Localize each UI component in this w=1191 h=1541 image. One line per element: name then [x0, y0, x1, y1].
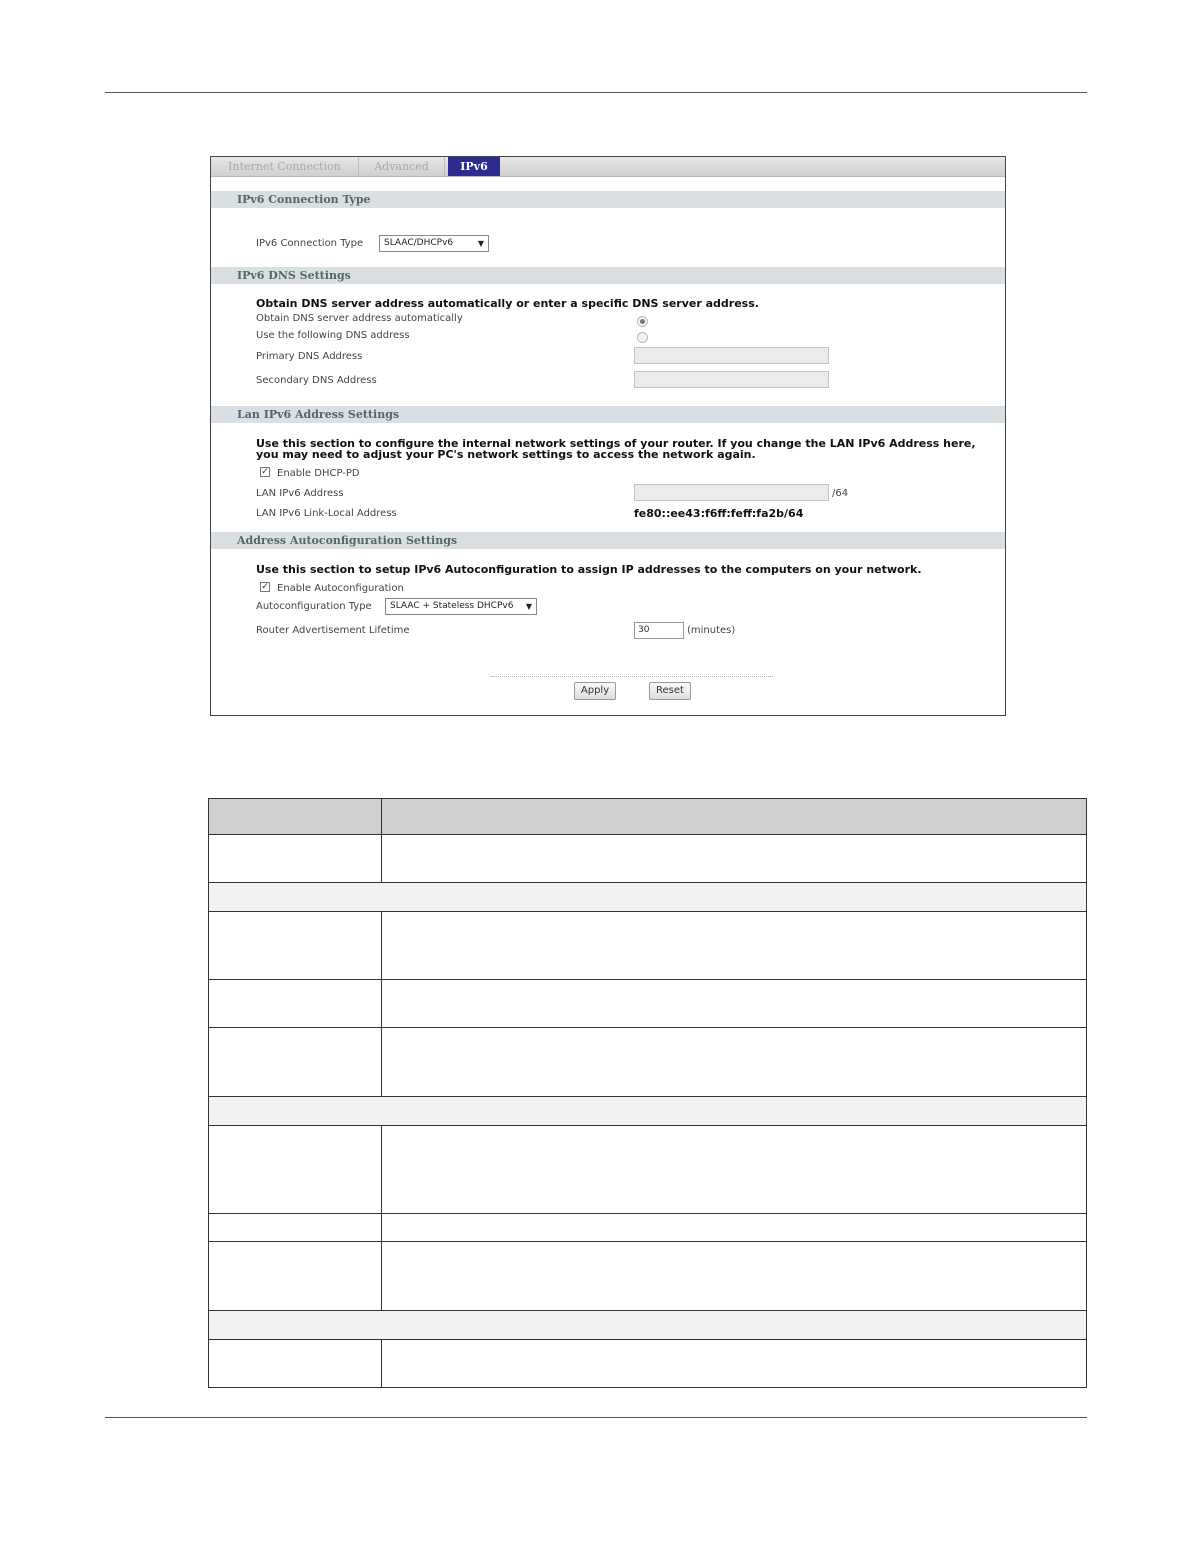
- description-table: [208, 798, 1087, 1388]
- table-row: [209, 911, 1086, 979]
- column-divider: [381, 1340, 382, 1387]
- column-divider: [381, 980, 382, 1027]
- autoconf-enable-label: Enable Autoconfiguration: [277, 583, 404, 594]
- link-local-value: fe80::ee43:f6ff:feff:fa2b/64: [634, 507, 804, 520]
- page-top-rule: [105, 92, 1087, 93]
- dhcp-pd-checkbox[interactable]: [260, 467, 270, 477]
- secondary-dns-input[interactable]: [634, 371, 829, 388]
- chevron-down-icon: ▼: [525, 602, 532, 611]
- table-row: [209, 1027, 1086, 1096]
- connection-type-value: SLAAC/DHCPv6: [384, 238, 454, 248]
- column-divider: [381, 835, 382, 882]
- lan-address-input[interactable]: [634, 484, 829, 501]
- dns-manual-label: Use the following DNS address: [256, 330, 410, 341]
- table-subheader-row: [209, 1096, 1086, 1125]
- table-subheader-row: [209, 882, 1086, 911]
- primary-dns-label: Primary DNS Address: [256, 351, 363, 362]
- page-bottom-rule: [105, 1417, 1087, 1418]
- dns-auto-label: Obtain DNS server address automatically: [256, 313, 463, 324]
- column-divider: [381, 1214, 382, 1241]
- reset-button[interactable]: Reset: [649, 682, 691, 700]
- tab-advanced[interactable]: Advanced: [359, 157, 445, 176]
- dns-description: Obtain DNS server address automatically or enter a specific DNS server address.: [256, 297, 759, 310]
- router-settings-screenshot: [210, 156, 1006, 716]
- column-divider: [381, 799, 382, 834]
- chevron-down-icon: ▼: [477, 239, 484, 248]
- dns-manual-radio[interactable]: [637, 332, 648, 343]
- table-subheader-row: [209, 1310, 1086, 1339]
- table-row: [209, 1339, 1086, 1387]
- connection-type-label: IPv6 Connection Type: [256, 238, 364, 249]
- table-row: [209, 834, 1086, 882]
- ra-lifetime-unit: (minutes): [687, 625, 736, 636]
- section-header-autoconf: Address Autoconfiguration Settings: [211, 532, 1005, 549]
- table-header-row: [209, 799, 1086, 834]
- link-local-label: LAN IPv6 Link-Local Address: [256, 508, 397, 519]
- ra-lifetime-input[interactable]: 30: [634, 622, 684, 639]
- tab-bar: [211, 157, 1005, 177]
- ra-lifetime-label: Router Advertisement Lifetime: [256, 625, 410, 636]
- column-divider: [381, 912, 382, 979]
- section-header-connection-type: IPv6 Connection Type: [211, 191, 1005, 208]
- checkmark-icon: ✓: [261, 582, 269, 592]
- table-row: [209, 1241, 1086, 1310]
- table-row: [209, 1213, 1086, 1241]
- section-header-lan: Lan IPv6 Address Settings: [211, 406, 1005, 423]
- autoconf-type-select[interactable]: [385, 598, 537, 615]
- lan-prefix-suffix: /64: [832, 488, 849, 499]
- tab-internet-connection[interactable]: Internet Connection: [211, 157, 359, 176]
- checkmark-icon: ✓: [261, 467, 269, 477]
- dhcp-pd-label: Enable DHCP-PD: [277, 468, 360, 479]
- autoconf-checkbox[interactable]: [260, 582, 270, 592]
- table-row: [209, 979, 1086, 1027]
- autoconf-type-label: Autoconfiguration Type: [256, 601, 372, 612]
- tab-ipv6[interactable]: IPv6: [448, 157, 500, 176]
- table-row: [209, 1125, 1086, 1213]
- section-header-dns: IPv6 DNS Settings: [211, 267, 1005, 284]
- lan-address-label: LAN IPv6 Address: [256, 488, 344, 499]
- primary-dns-input[interactable]: [634, 347, 829, 364]
- lan-description: Use this section to configure the internal network settings of your router. If you change the LAN IPv6 Address here, you may need to adjust your PC's network settings to access the network again.: [256, 437, 976, 461]
- autoconf-type-value: SLAAC + Stateless DHCPv6: [390, 601, 514, 611]
- secondary-dns-label: Secondary DNS Address: [256, 375, 377, 386]
- autoconf-description: Use this section to setup IPv6 Autoconfiguration to assign IP addresses to the computers on your network.: [256, 563, 922, 576]
- button-separator: [491, 676, 773, 677]
- column-divider: [381, 1028, 382, 1096]
- apply-button[interactable]: Apply: [574, 682, 616, 700]
- column-divider: [381, 1126, 382, 1213]
- dns-auto-radio[interactable]: [637, 316, 648, 327]
- column-divider: [381, 1242, 382, 1310]
- connection-type-select[interactable]: [379, 235, 489, 252]
